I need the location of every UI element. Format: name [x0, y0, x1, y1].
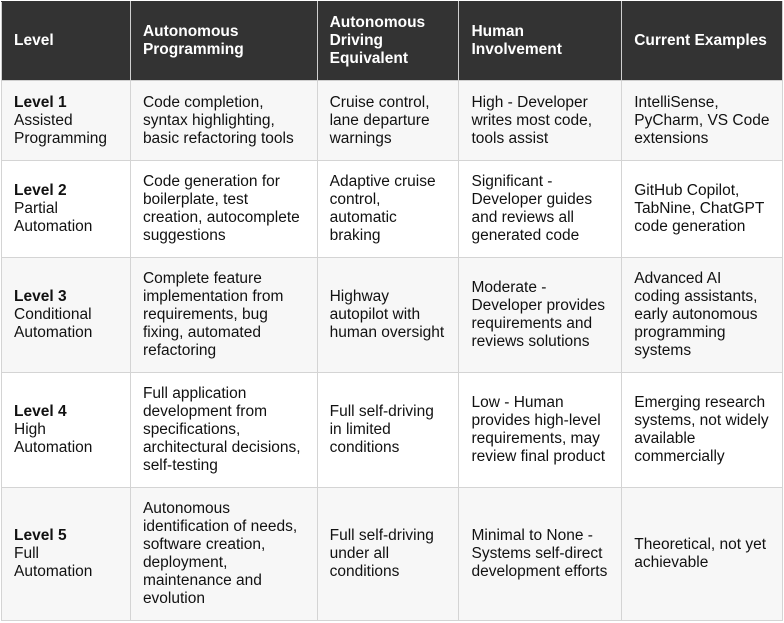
- programming-cell: Autonomous identification of needs, software creation, deployment, maintenance and evolution: [130, 488, 317, 621]
- level-description: Full Automation: [14, 545, 93, 580]
- examples-cell: IntelliSense, PyCharm, VS Code extensions: [622, 81, 783, 161]
- level-description: Partial Automation: [14, 200, 93, 235]
- table-row: [2, 488, 783, 621]
- level-cell: [2, 258, 131, 373]
- examples-cell: Emerging research systems, not widely available commercially: [622, 373, 783, 488]
- involvement-cell: Minimal to None - Systems self-direct development efforts: [459, 488, 622, 621]
- level-name: Level 1: [14, 93, 67, 111]
- table-row: [2, 81, 783, 161]
- driving-cell: Cruise control, lane departure warnings: [317, 81, 459, 161]
- involvement-cell: Low - Human provides high-level requirements, may review final product: [459, 373, 622, 488]
- level-name: Level 4: [14, 403, 67, 420]
- autonomy-levels-table: [1, 1, 783, 621]
- driving-cell: Adaptive cruise control, automatic braking: [317, 161, 459, 258]
- driving-cell: Full self-driving under all conditions: [317, 488, 459, 621]
- driving-cell: Highway autopilot with human oversight: [317, 258, 459, 373]
- header-current-examples: Current Examples: [622, 2, 783, 81]
- header-level: Level: [2, 2, 131, 81]
- table-row: [2, 373, 783, 488]
- level-description: Assisted Programming: [14, 111, 108, 147]
- involvement-cell: High - Developer writes most code, tools assist: [459, 81, 622, 161]
- programming-cell: Code generation for boilerplate, test creation, autocomplete suggestions: [130, 161, 317, 258]
- examples-cell: Advanced AI coding assistants, early autonomous programming systems: [622, 258, 783, 373]
- level-cell: [2, 373, 131, 488]
- examples-cell: Theoretical, not yet achievable: [622, 488, 783, 621]
- examples-cell: GitHub Copilot, TabNine, ChatGPT code generation: [622, 161, 783, 258]
- driving-cell: Full self-driving in limited conditions: [317, 373, 459, 488]
- level-cell: [2, 81, 131, 161]
- header-human-involvement: Human Involvement: [459, 2, 622, 81]
- header-autonomous-programming: Autonomous Programming: [130, 2, 317, 81]
- programming-cell: Complete feature implementation from requirements, bug fixing, automated refactoring: [130, 258, 317, 373]
- level-name: Level 3: [14, 288, 67, 305]
- table-row: [2, 161, 783, 258]
- involvement-cell: Significant - Developer guides and reviews all generated code: [459, 161, 622, 258]
- level-name: Level 5: [14, 527, 67, 544]
- involvement-cell: Moderate - Developer provides requirements and reviews solutions: [459, 258, 622, 373]
- programming-cell: Code completion, syntax highlighting, basic refactoring tools: [130, 81, 317, 161]
- level-name: Level 2: [14, 182, 67, 199]
- header-autonomous-driving-equivalent: Autonomous Driving Equivalent: [317, 2, 459, 81]
- table-row: [2, 258, 783, 373]
- header-row: [2, 2, 783, 81]
- level-cell: [2, 488, 131, 621]
- level-cell: [2, 161, 131, 258]
- level-description: High Automation: [14, 421, 93, 456]
- programming-cell: Full application development from specifications, architectural decisions, self-testing: [130, 373, 317, 488]
- level-description: Conditional Automation: [14, 306, 93, 341]
